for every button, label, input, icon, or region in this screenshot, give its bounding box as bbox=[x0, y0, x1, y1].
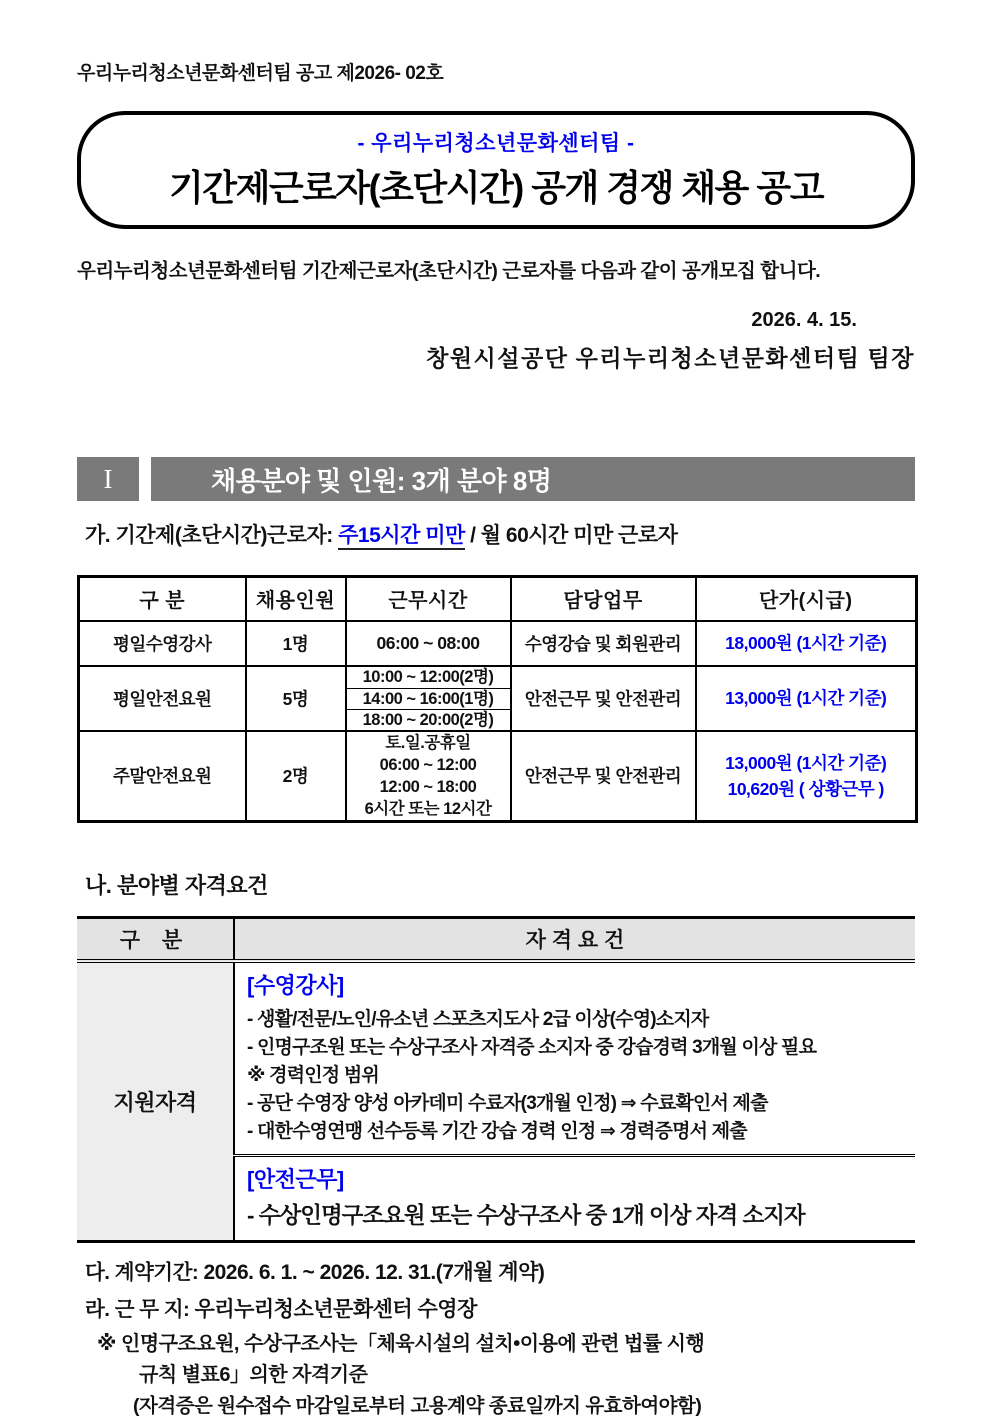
cell-wage: 18,000원 (1시간 기준) bbox=[696, 621, 917, 666]
safety-section-heading: [안전근무] bbox=[247, 1167, 344, 1192]
item-ga-prefix: 가. 기간제(초단시간)근로자: bbox=[85, 524, 339, 547]
cell-count: 5명 bbox=[246, 666, 346, 731]
page-title: 기간제근로자(초단시간) 공개 경쟁 채용 공고 bbox=[169, 167, 823, 208]
safety-qualification-content bbox=[234, 1156, 915, 1242]
item-ra-label: 라. 근 무 지: bbox=[85, 1298, 195, 1321]
swim-qualification-content bbox=[234, 961, 915, 1156]
item-ga-highlight: 주15시간 미만 bbox=[338, 524, 465, 550]
note-legal-basis-line2: 규칙 별표6」의한 자격기준 bbox=[139, 1364, 368, 1386]
col-header-category: 구 분 bbox=[79, 577, 246, 621]
hours-slot: 12:00 ~ 18:00 bbox=[379, 777, 477, 796]
section-1-header bbox=[77, 457, 915, 501]
col-header-wage: 단가(시급) bbox=[696, 577, 917, 621]
requirement-line: - 인명구조원 또는 수상구조사 자격증 소지자 중 강습경력 3개월 이상 필요 bbox=[247, 1037, 817, 1058]
hours-slot: 6시간 또는 12시간 bbox=[364, 799, 492, 818]
qualification-row-label: 지원자격 bbox=[77, 961, 234, 1242]
cell-category: 평일수영강사 bbox=[79, 621, 246, 666]
cell-category: 주말안전요원 bbox=[79, 731, 246, 822]
cell-wage bbox=[696, 731, 917, 822]
requirement-line: - 수상인명구조요원 또는 수상구조사 중 1개 이상 자격 소지자 bbox=[247, 1203, 805, 1228]
item-da-label: 다. 계약기간: bbox=[85, 1261, 204, 1284]
section-1-numeral: I bbox=[77, 457, 139, 501]
cell-count: 1명 bbox=[246, 621, 346, 666]
note-certificate-validity: (자격증은 원수접수 마감일로부터 고용계약 종료일까지 유효하여야함) bbox=[133, 1395, 702, 1417]
section-1-title: 채용분야 및 인원: 3개 분야 8명 bbox=[151, 457, 915, 501]
cell-category: 평일안전요원 bbox=[79, 666, 246, 731]
signer-line: 창원시설공단 우리누리청소년문화센터팀 팀장 bbox=[426, 346, 915, 371]
cell-count: 2명 bbox=[246, 731, 346, 822]
cell-duty: 안전근무 및 안전관리 bbox=[511, 731, 696, 822]
swim-section-heading: [수영강사] bbox=[247, 973, 344, 998]
recruitment-table-header-row bbox=[79, 577, 917, 621]
table-row-weekday-safety-guard bbox=[79, 666, 917, 731]
qualification-table-header-row bbox=[77, 917, 915, 961]
wage-line: 13,000원 (1시간 기준) bbox=[725, 752, 887, 773]
cell-hours: 06:00 ~ 08:00 bbox=[346, 621, 511, 666]
requirement-line: - 대한수영연맹 선수등록 기간 강습 경력 인정 ⇒ 경력증명서 제출 bbox=[247, 1121, 747, 1142]
cell-duty: 수영강습 및 회원관리 bbox=[511, 621, 696, 666]
hours-slot: 토.일.공휴일 bbox=[385, 733, 471, 752]
contract-period: 2026. 6. 1. ~ 2026. 12. 31.(7개월 계약) bbox=[203, 1261, 545, 1284]
work-location: 우리누리청소년문화센터 수영장 bbox=[194, 1298, 477, 1321]
recruitment-table bbox=[77, 575, 918, 823]
item-ga bbox=[77, 519, 915, 549]
item-da bbox=[77, 1255, 915, 1286]
item-ra bbox=[77, 1292, 915, 1323]
announcement-date: 2026. 4. 15. bbox=[751, 309, 857, 331]
section-na-title: 나. 분야별 자격요건 bbox=[85, 872, 268, 898]
col-header-duty: 담당업무 bbox=[511, 577, 696, 621]
intro-paragraph: 우리누리청소년문화센터팀 기간제근로자(초단시간) 근로자를 다음과 같이 공개모집 합니다. bbox=[77, 260, 821, 282]
table-row-weekday-swim-instructor bbox=[79, 621, 917, 666]
col-header-gubun: 구 분 bbox=[77, 917, 234, 961]
cell-wage: 13,000원 (1시간 기준) bbox=[696, 666, 917, 731]
hours-slot: 06:00 ~ 12:00 bbox=[379, 755, 477, 774]
notice-number: 우리누리청소년문화센터팀 공고 제2026- 02호 bbox=[77, 63, 444, 84]
note-legal-basis-line1: ※ 인명구조요원, 수상구조사는「체육시설의 설치•이용에 관련 법률 시행 bbox=[97, 1333, 705, 1355]
col-header-hours: 근무시간 bbox=[346, 577, 511, 621]
col-header-requirement: 자 격 요 건 bbox=[234, 917, 915, 961]
item-ga-suffix: / 월 60시간 미만 근로자 bbox=[464, 524, 678, 547]
hours-slot: 10:00 ~ 12:00(2명) bbox=[362, 667, 494, 686]
qualification-row-swim bbox=[77, 961, 915, 1156]
requirement-line: - 공단 수영장 양성 아카데미 수료자(3개월 인정) ⇒ 수료확인서 제출 bbox=[247, 1093, 768, 1114]
hours-slot: 14:00 ~ 16:00(1명) bbox=[347, 688, 510, 709]
cell-hours bbox=[346, 666, 511, 731]
title-box bbox=[77, 111, 915, 229]
hours-slot: 18:00 ~ 20:00(2명) bbox=[347, 709, 510, 730]
title-box-subtitle: - 우리누리청소년문화센터팀 - bbox=[357, 132, 635, 155]
wage-line: 10,620원 ( 상황근무 ) bbox=[727, 778, 884, 799]
col-header-count: 채용인원 bbox=[246, 577, 346, 621]
requirement-line: ※ 경력인정 범위 bbox=[247, 1065, 379, 1086]
qualification-table bbox=[77, 916, 915, 1244]
table-row-weekend-safety-guard bbox=[79, 731, 917, 822]
requirement-line: - 생활/전문/노인/유소년 스포츠지도사 2급 이상(수영)소지자 bbox=[247, 1009, 709, 1030]
cell-hours bbox=[346, 731, 511, 822]
cell-duty: 안전근무 및 안전관리 bbox=[511, 666, 696, 731]
